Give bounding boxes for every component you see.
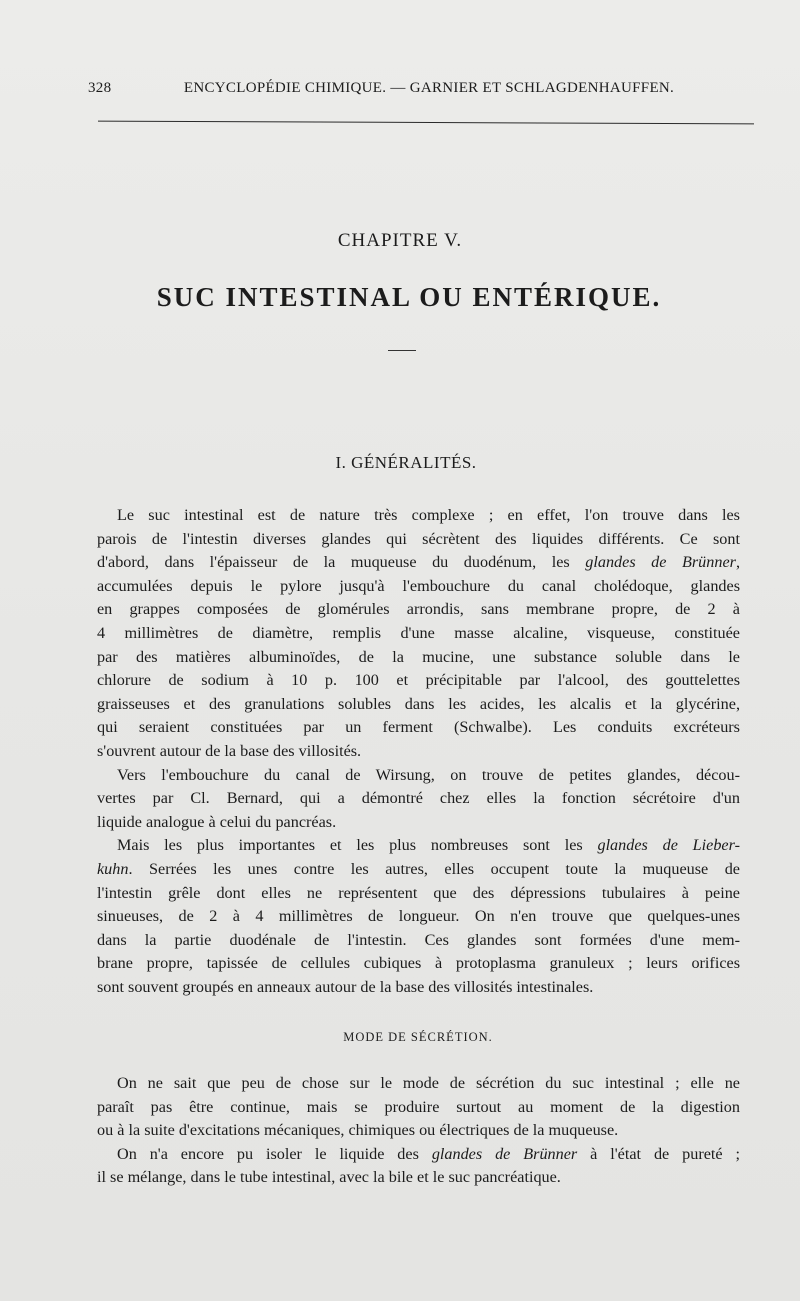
chapter-label: CHAPITRE V. — [337, 230, 463, 251]
text-line: kuhn. Serrées les unes contre les autres, elles occupent toute la muqueuse de — [97, 859, 740, 878]
text-line: ou à la suite d'excitations mécaniques, chimiques ou électriques de la muqueuse. — [97, 1121, 619, 1140]
text-line: accumulées depuis le pylore jusqu'à l'embouchure du canal cholédoque, glandes — [97, 576, 740, 595]
section-heading: I. GÉNÉRALITÉS. — [335, 453, 477, 472]
section-body — [97, 504, 740, 999]
chapter-title: SUC INTESTINAL OU ENTÉRIQUE. — [156, 282, 662, 312]
text-line: chlorure de sodium à 10 p. 100 et précipitable par l'alcool, des gouttelettes — [97, 671, 740, 690]
paragraph — [97, 1072, 740, 1143]
text-line: qui seraient constituées par un ferment (Schwalbe). Les conduits excréteurs — [97, 718, 740, 737]
text-line: s'ouvrent autour de la base des villosités. — [97, 741, 362, 760]
text-line: en grappes composées de glomérules arrondis, sans membrane propre, de 2 à — [97, 600, 740, 619]
text-line: il se mélange, dans le tube intestinal, avec la bile et le suc pancréatique. — [97, 1168, 561, 1187]
header-rule — [98, 121, 754, 125]
text-line: vertes par Cl. Bernard, qui a démontré chez elles la fonction sécrétoire d'un — [97, 789, 740, 808]
text-line: d'abord, dans l'épaisseur de la muqueuse du duodénum, les glandes de Brünner, — [97, 553, 740, 572]
text-line: brane propre, tapissée de cellules cubiques à protoplasma granuleux ; leurs orifices — [97, 954, 740, 973]
subsection-body — [97, 1072, 740, 1190]
running-title: ENCYCLOPÉDIE CHIMIQUE. — GARNIER ET SCHLAGDENHAUFFEN. — [183, 80, 675, 96]
text-line: On n'a encore pu isoler le liquide des glandes de Brünner à l'état de pureté ; — [117, 1144, 740, 1163]
text-line: Le suc intestinal est de nature très complexe ; en effet, l'on trouve dans les — [117, 506, 740, 524]
subsection-heading: MODE DE SÉCRÉTION. — [343, 1030, 493, 1044]
paragraph — [97, 764, 740, 835]
text-line: Vers l'embouchure du canal de Wirsung, on trouve de petites glandes, décou- — [117, 765, 740, 784]
paragraph — [97, 504, 740, 764]
text-line: parois de l'intestin diverses glandes qui sécrètent des liquides différents. Ce sont — [97, 529, 740, 548]
text-line: dans la partie duodénale de l'intestin. Ces glandes sont formées d'une mem- — [97, 930, 740, 949]
text-line: On ne sait que peu de chose sur le mode de sécrétion du suc intestinal ; elle ne — [117, 1074, 740, 1092]
text-line: paraît pas être continue, mais se produire surtout au moment de la digestion — [97, 1097, 740, 1116]
paragraph — [97, 834, 740, 999]
text-line: 4 millimètres de diamètre, remplis d'une masse alcaline, visqueuse, constituée — [97, 623, 740, 642]
chapter-divider — [388, 350, 416, 351]
text-line: liquide analogue à celui du pancréas. — [97, 812, 337, 831]
text-line: par des matières albuminoïdes, de la mucine, une substance soluble dans le — [97, 647, 740, 666]
paragraph — [97, 1143, 740, 1190]
text-line: sont souvent groupés en anneaux autour de la base des villosités intestinales. — [97, 977, 594, 996]
text-line: Mais les plus importantes et les plus nombreuses sont les glandes de Lieber- — [117, 836, 740, 855]
text-line: graisseuses et des granulations solubles dans les acides, les alcalis et la glycérine, — [97, 694, 740, 713]
text-line: sinueuses, de 2 à 4 millimètres de longueur. On n'en trouve que quelques-unes — [97, 907, 740, 926]
page-header — [88, 80, 730, 97]
text-line: l'intestin grêle dont elles ne représentent que des dépressions tubulaires à peine — [97, 883, 740, 902]
page-number: 328 — [88, 80, 112, 96]
